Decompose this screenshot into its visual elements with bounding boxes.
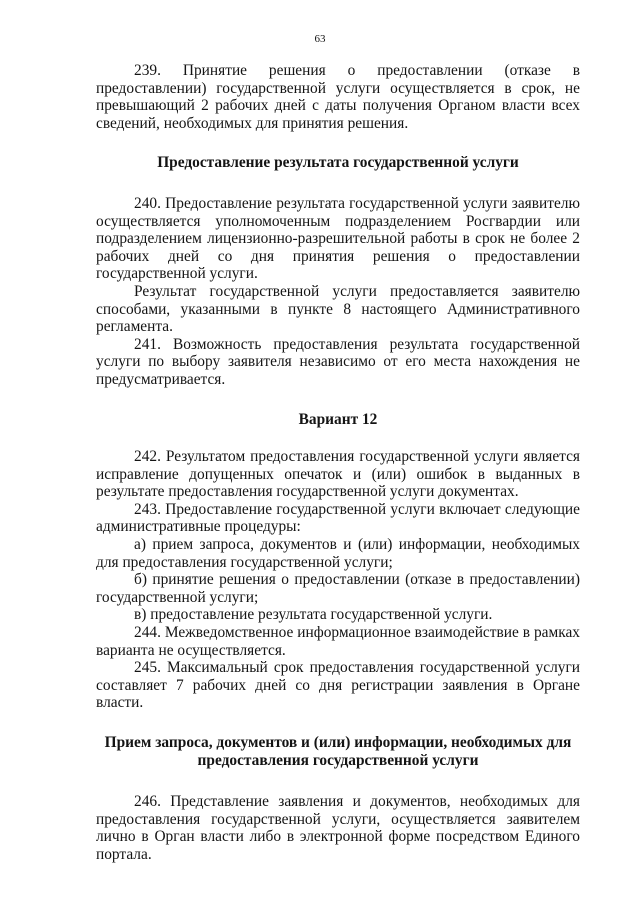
page-number: 63 <box>314 33 326 45</box>
list-item-b: б) принятие решения о предоставлении (отказе в предоставлении) государственной услуги; <box>96 571 580 606</box>
document-body <box>96 62 580 864</box>
list-item-v: в) предоставление результата государственной услуги. <box>134 606 493 624</box>
paragraph-239: 239. Принятие решения о предоставлении (отказе в предоставлении) государственной услуги осуществляется в срок, не превышающий 2 рабочих дней с даты получения Органом власти всех сведений, необходимых для принятия решения. <box>96 62 580 132</box>
section-heading-result-delivery: Предоставление результата государственной услуги <box>157 154 519 172</box>
paragraph-240: 240. Предоставление результата государственной услуги заявителю осуществляется уполномоченным подразделением Росгвардии или подразделением лицензионно-разрешительной работы в срок не более 2 рабочих дней со дня принятия решения о предоставлении государственной услуги. <box>96 194 580 283</box>
paragraph-240-result: Результат государственной услуги предоставляется заявителю способами, указанными в пункте 8 настоящего Административного регламента. <box>96 282 580 336</box>
paragraph-246: 246. Представление заявления и документов, необходимых для предоставления государственной услуги, осуществляется заявителем лично в Орган власти либо в электронной форме посредством Единого портала. <box>96 793 580 863</box>
list-item-a: а) прием запроса, документов и (или) информации, необходимых для предоставления государственной услуги; <box>96 536 580 571</box>
paragraph-241: 241. Возможность предоставления результата государственной услуги по выбору заявителя независимо от его места нахождения не предусматривается. <box>96 335 580 388</box>
paragraph-244: 244. Межведомственное информационное взаимодействие в рамках варианта не осуществляется. <box>96 624 580 659</box>
paragraph-242: 242. Результатом предоставления государственной услуги является исправление допущенных опечаток и (или) ошибок в выданных в результате предоставления государственной услуги документах. <box>96 448 580 501</box>
section-heading-variant-12: Вариант 12 <box>298 410 378 428</box>
paragraph-245: 245. Максимальный срок предоставления государственной услуги составляет 7 рабочих дней со дня регистрации заявления в Органе власти. <box>96 659 580 712</box>
section-heading-request-intake: Прием запроса, документов и (или) информации, необходимых для предоставления государственной услуги <box>104 734 572 769</box>
paragraph-243: 243. Предоставление государственной услуги включает следующие административные процедуры: <box>96 500 580 536</box>
